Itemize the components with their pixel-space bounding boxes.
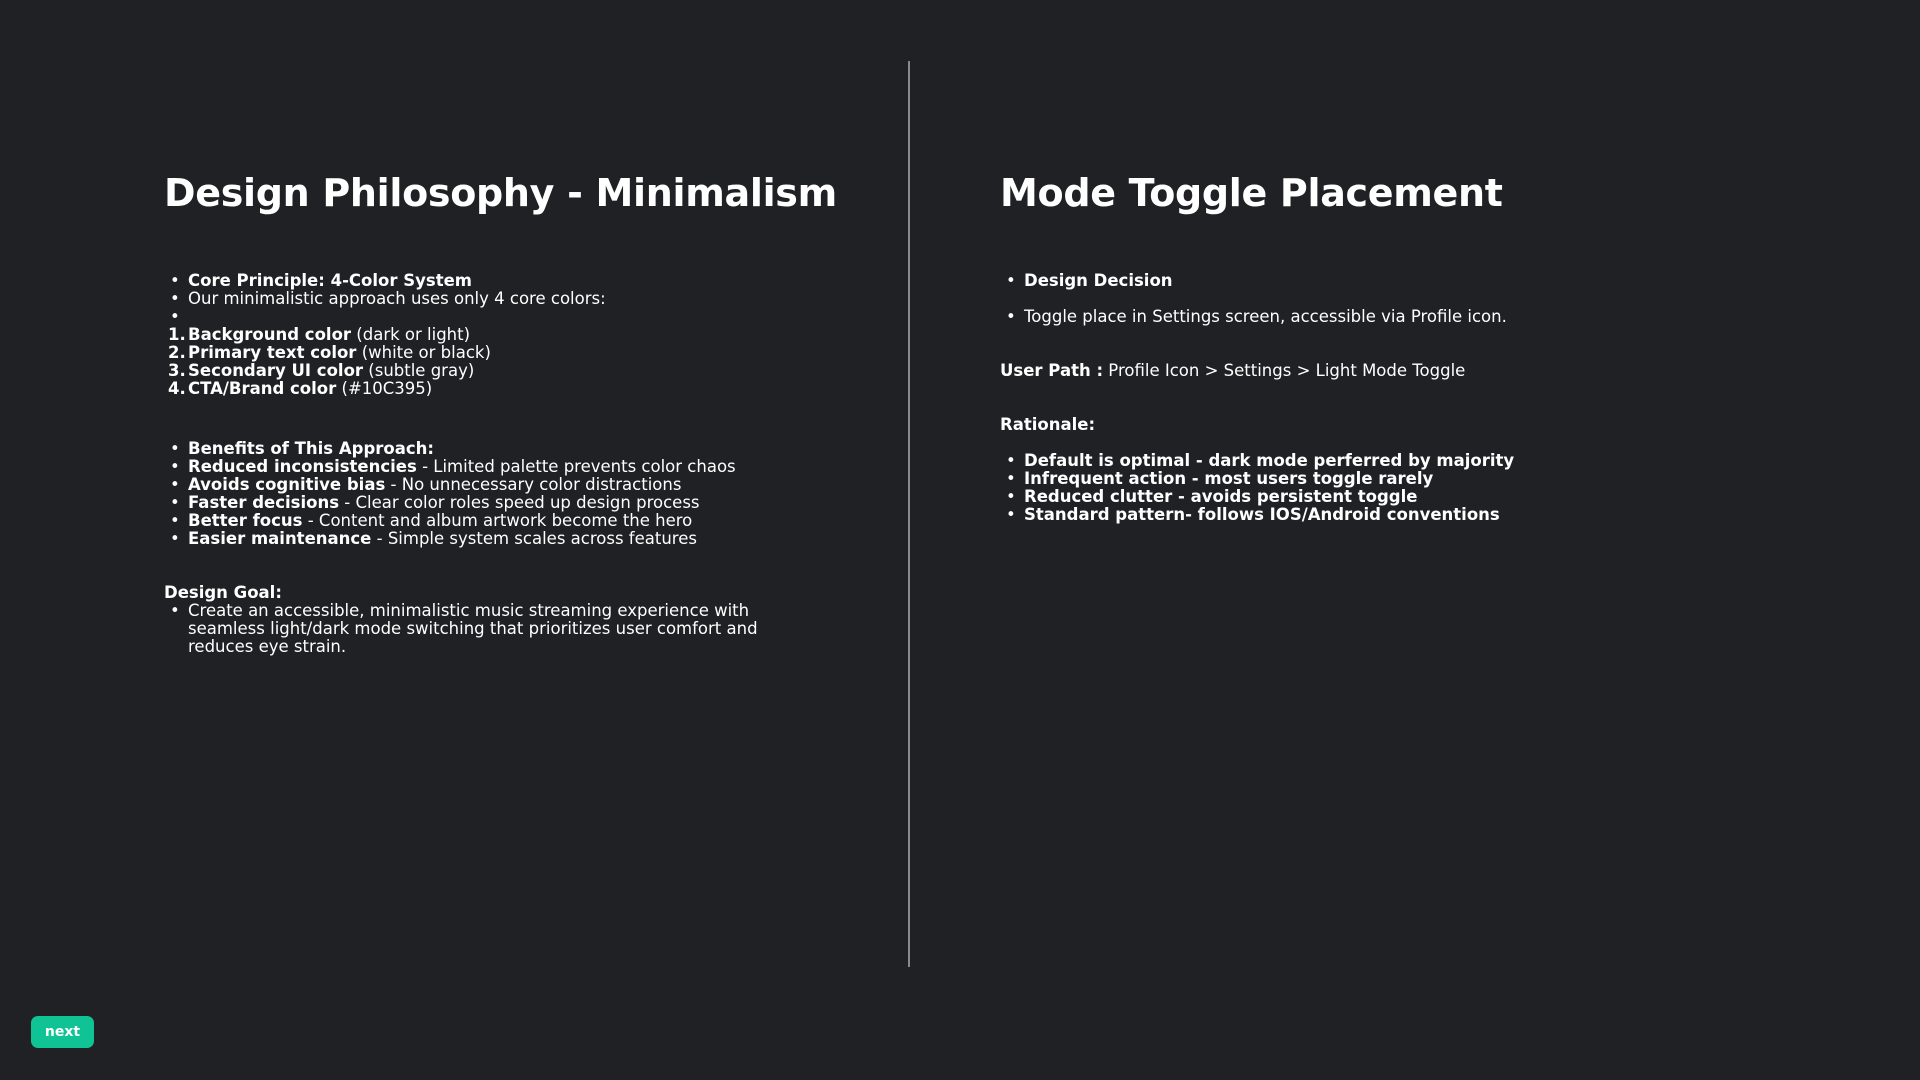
empty-bullet: [164, 308, 606, 326]
core-color-item: 2. Primary text color (white or black): [168, 343, 491, 362]
design-goal-text: • Create an accessible, minimalistic music streaming experience with seamless light/dark mode switching that prioritizes user comfort and reduces eye strain.: [164, 602, 828, 656]
rationale-item: • Standard pattern- follows IOS/Android conventions: [1000, 506, 1514, 524]
left-title: Design Philosophy - Minimalism: [164, 171, 837, 215]
design-decision-heading: • Design Decision: [1000, 272, 1173, 290]
design-goal-heading: Design Goal:: [164, 583, 282, 602]
core-color-item: 3. Secondary UI color (subtle gray): [168, 361, 475, 380]
user-path-label: User Path :: [1000, 361, 1104, 380]
core-principle-intro: • Our minimalistic approach uses only 4 core colors:: [164, 290, 606, 308]
rationale-item: • Reduced clutter - avoids persistent toggle: [1000, 488, 1514, 506]
design-decision-list: [1000, 272, 1173, 290]
user-path-value: Profile Icon > Settings > Light Mode Toggle: [1103, 361, 1466, 380]
core-colors-list: [164, 326, 491, 398]
core-principle-heading: • Core Principle: 4-Color System: [164, 272, 606, 290]
benefit-item: • Easier maintenance - Simple system scales across features: [164, 530, 736, 548]
core-color-item: 4. CTA/Brand color (#10C395): [168, 379, 433, 398]
rationale-item: • Default is optimal - dark mode perferred by majority: [1000, 452, 1514, 470]
core-color-item: 1. Background color (dark or light): [168, 325, 471, 344]
design-decision-detail-list: [1000, 308, 1507, 326]
rationale-item: • Infrequent action - most users toggle rarely: [1000, 470, 1514, 488]
next-button[interactable]: next: [31, 1016, 94, 1048]
benefits-list: [164, 440, 736, 548]
benefit-item: • Better focus - Content and album artwork become the hero: [164, 512, 736, 530]
benefit-item: • Reduced inconsistencies - Limited palette prevents color chaos: [164, 458, 736, 476]
core-principle-list: [164, 272, 606, 326]
benefits-heading: • Benefits of This Approach:: [164, 440, 736, 458]
benefit-item: • Avoids cognitive bias - No unnecessary color distractions: [164, 476, 736, 494]
benefit-item: • Faster decisions - Clear color roles speed up design process: [164, 494, 736, 512]
user-path: [1000, 362, 1465, 380]
column-divider: [908, 61, 910, 967]
left-column: [164, 170, 864, 656]
rationale-list: [1000, 452, 1514, 524]
right-title: Mode Toggle Placement: [1000, 171, 1503, 215]
right-column: [1000, 170, 1700, 524]
design-goal-list: [164, 602, 828, 656]
rationale-heading: Rationale:: [1000, 415, 1096, 434]
design-decision-text: • Toggle place in Settings screen, accessible via Profile icon.: [1000, 308, 1507, 326]
